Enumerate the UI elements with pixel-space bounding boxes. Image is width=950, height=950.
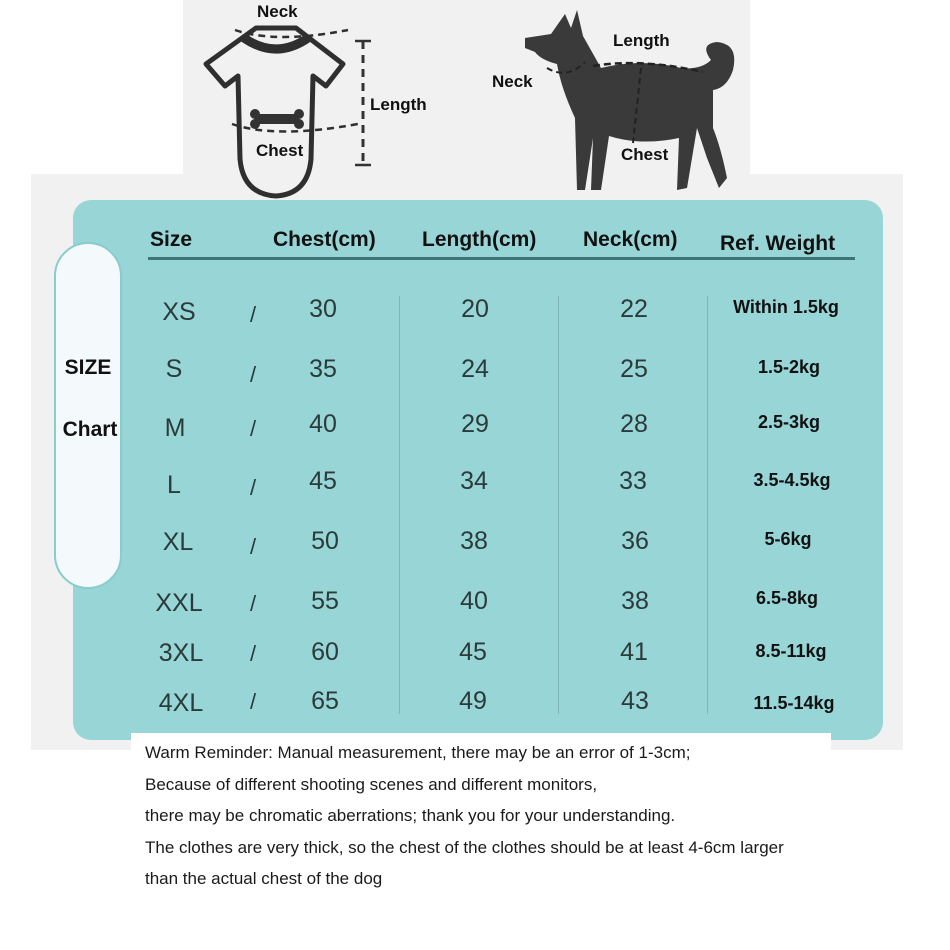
neck-cell: 28 xyxy=(620,410,648,438)
size-cell: M xyxy=(164,414,186,442)
separator: / xyxy=(249,641,257,666)
note-line: there may be chromatic aberrations; thank you for your understanding. xyxy=(145,806,676,825)
size-cell: L xyxy=(167,471,181,499)
note-line: than the actual chest of the dog xyxy=(145,869,383,888)
separator: / xyxy=(249,302,257,327)
neck-cell: 38 xyxy=(621,587,649,615)
size-cell: S xyxy=(165,355,183,383)
chest-cell: 55 xyxy=(311,587,339,615)
neck-cell: 41 xyxy=(620,638,648,666)
weight-cell: 3.5-4.5kg xyxy=(753,470,831,490)
length-cell: 24 xyxy=(461,355,489,383)
weight-cell: 8.5-11kg xyxy=(755,641,827,661)
chest-cell: 30 xyxy=(309,295,337,323)
size-cell: XXL xyxy=(155,589,203,617)
bone-icon xyxy=(249,108,305,130)
separator: / xyxy=(249,689,257,714)
shirt-neck-label: Neck xyxy=(257,2,298,21)
weight-cell: 6.5-8kg xyxy=(755,588,819,608)
size-cell: 3XL xyxy=(158,639,204,667)
warm-reminder-notes xyxy=(131,733,831,895)
note-line: Because of different shooting scenes and different monitors, xyxy=(145,774,598,794)
chest-cell: 50 xyxy=(311,527,339,555)
header-chest: Chest(cm) xyxy=(273,228,376,251)
header-neck: Neck(cm) xyxy=(583,228,678,251)
separator: / xyxy=(249,416,257,441)
separator: / xyxy=(249,362,257,387)
neck-cell: 33 xyxy=(619,467,647,495)
dog-neck-label: Neck xyxy=(492,72,533,91)
length-cell: 40 xyxy=(460,587,488,615)
column-divider xyxy=(707,296,708,714)
column-divider xyxy=(558,296,559,714)
size-cell: 4XL xyxy=(158,689,204,717)
chest-cell: 45 xyxy=(309,467,337,495)
size-cell: XL xyxy=(162,528,194,556)
neck-cell: 22 xyxy=(620,295,648,323)
weight-cell: Within 1.5kg xyxy=(733,297,839,317)
column-divider xyxy=(399,296,400,714)
shirt-length-label: Length xyxy=(370,95,427,114)
header-length: Length(cm) xyxy=(422,228,537,251)
length-cell: 29 xyxy=(461,410,489,438)
weight-cell: 1.5-2kg xyxy=(757,357,821,377)
size-chart-side-label xyxy=(54,242,122,589)
weight-cell: 11.5-14kg xyxy=(753,693,835,713)
side-label-line1: SIZE xyxy=(64,356,112,379)
length-cell: 34 xyxy=(460,467,488,495)
separator: / xyxy=(249,591,257,616)
side-label-line2: Chart xyxy=(62,418,118,441)
chest-cell: 40 xyxy=(309,410,337,438)
chest-cell: 35 xyxy=(309,355,337,383)
note-line: Warm Reminder: Manual measurement, there may be an error of 1-3cm; xyxy=(145,743,691,762)
header-size: Size xyxy=(150,228,193,251)
header-weight: Ref. Weight xyxy=(720,232,836,255)
size-cell: XS xyxy=(162,298,196,326)
chest-cell: 65 xyxy=(311,687,339,715)
dog-chest-label: Chest xyxy=(621,145,669,164)
neck-cell: 25 xyxy=(620,355,648,383)
header-rule xyxy=(148,257,855,260)
neck-cell: 36 xyxy=(621,527,649,555)
neck-cell: 43 xyxy=(621,687,649,715)
weight-cell: 2.5-3kg xyxy=(757,412,821,432)
length-cell: 49 xyxy=(459,687,487,715)
measurement-illustrations xyxy=(183,0,750,205)
separator: / xyxy=(249,475,257,500)
shirt-chest-label: Chest xyxy=(256,141,304,160)
length-cell: 38 xyxy=(460,527,488,555)
note-line: The clothes are very thick, so the chest of the clothes should be at least 4-6cm larger xyxy=(145,837,784,857)
dog-length-label: Length xyxy=(613,31,670,50)
weight-cell: 5-6kg xyxy=(764,529,812,549)
length-cell: 20 xyxy=(461,295,489,323)
length-cell: 45 xyxy=(459,638,487,666)
separator: / xyxy=(249,534,257,559)
chest-cell: 60 xyxy=(311,638,339,666)
